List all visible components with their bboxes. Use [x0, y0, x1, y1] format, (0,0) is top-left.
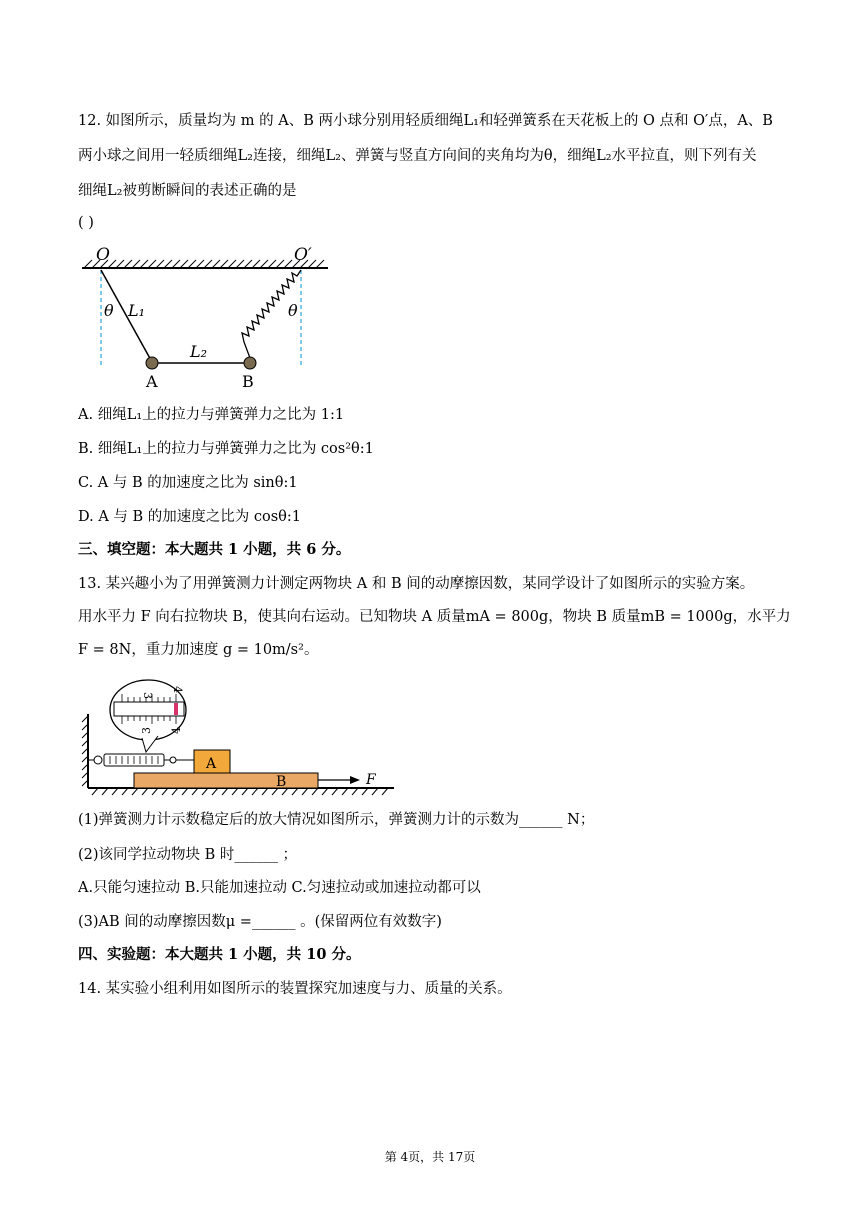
magnifier-pointer: [142, 736, 158, 752]
floor-hatch: [92, 788, 388, 795]
q13-sub2: (2)该同学拉动物块 B 时______ ；: [78, 847, 298, 863]
q13-text-line-2: 用水平力 F 向右拉物块 B，使其向右运动。已知物块 A 质量mA = 800g，物块 B 质量mB = 1000g，水平力: [78, 609, 791, 625]
label-A: A: [146, 372, 158, 391]
q12-option-a: A. 细绳L₁上的拉力与弹簧弹力之比为 1:1: [78, 407, 345, 423]
label-O-prime: O′: [294, 245, 312, 265]
q12-answer-paren: ( ): [78, 215, 94, 231]
scale-label-3-bottom: 3: [140, 727, 153, 734]
label-theta-right: θ: [288, 301, 298, 320]
label-force-F: F: [366, 772, 376, 788]
label-block-A: A: [206, 756, 217, 772]
scale-label-4-top: 4: [171, 686, 184, 693]
q13-text-line-3: F = 8N，重力加速度 g = 10m/s²。: [78, 642, 319, 658]
ball-B: [244, 357, 256, 369]
q13-sub2-options: A.只能匀速拉动 B.只能加速拉动 C.匀速拉动或加速拉动都可以: [78, 880, 481, 896]
magnified-scale: [114, 702, 184, 716]
label-block-B: B: [276, 774, 287, 790]
block-B: [134, 773, 318, 788]
label-L2: L₂: [190, 342, 208, 361]
q12-option-d: D. A 与 B 的加速度之比为 cosθ:1: [78, 509, 302, 525]
q12-diagram: [78, 240, 338, 395]
q12-text-line-2: 两小球之间用一轻质细绳L₂连接，细绳L₂、弹簧与竖直方向间的夹角均为θ，细绳L₂水平拉直，则下列有关: [78, 148, 757, 164]
q14-text-line-1: 14. 某实验小组利用如图所示的装置探究加速度与力、质量的关系。: [78, 981, 512, 997]
q12-option-b: B. 细绳L₁上的拉力与弹簧弹力之比为 cos²θ:1: [78, 441, 374, 457]
q12-option-c: C. A 与 B 的加速度之比为 sinθ:1: [78, 475, 298, 491]
q13-sub3: (3)AB 间的动摩擦因数μ =______ 。(保留两位有效数字): [78, 914, 442, 930]
scale-hook-ring: [94, 756, 102, 764]
q13-diagram: [78, 672, 398, 800]
force-arrowhead: [350, 776, 360, 784]
q13-text-line-1: 13. 某兴趣小为了用弹簧测力计测定两物块 A 和 B 间的动摩擦因数，某同学设计了如图所示的实验方案。: [78, 576, 755, 592]
ceiling-hatch: [84, 260, 324, 268]
section-3-heading: 三、填空题：本大题共 1 小题，共 6 分。: [78, 541, 351, 558]
section-4-heading: 四、实验题：本大题共 1 小题，共 10 分。: [78, 946, 361, 963]
ball-A: [146, 357, 158, 369]
label-L1: L₁: [128, 301, 146, 320]
label-B: B: [242, 372, 254, 391]
page-footer: 第 4页，共 17页: [384, 1150, 476, 1164]
label-O: O: [96, 245, 110, 265]
pointer-marker: [174, 703, 178, 715]
q12-text-line-1: 12. 如图所示，质量均为 m 的 A、B 两小球分别用轻质细绳L₁和轻弹簧系在天花板上的 O 点和 O′点，A、B: [78, 113, 773, 129]
scale-label-4-bottom: 4: [170, 727, 183, 734]
scale-label-3-top: 3: [141, 692, 154, 699]
q12-text-line-3: 细绳L₂被剪断瞬间的表述正确的是: [78, 183, 297, 199]
label-theta-left: θ: [104, 301, 114, 320]
q13-sub1: (1)弹簧测力计示数稳定后的放大情况如图所示，弹簧测力计的示数为______ N；: [78, 812, 595, 828]
